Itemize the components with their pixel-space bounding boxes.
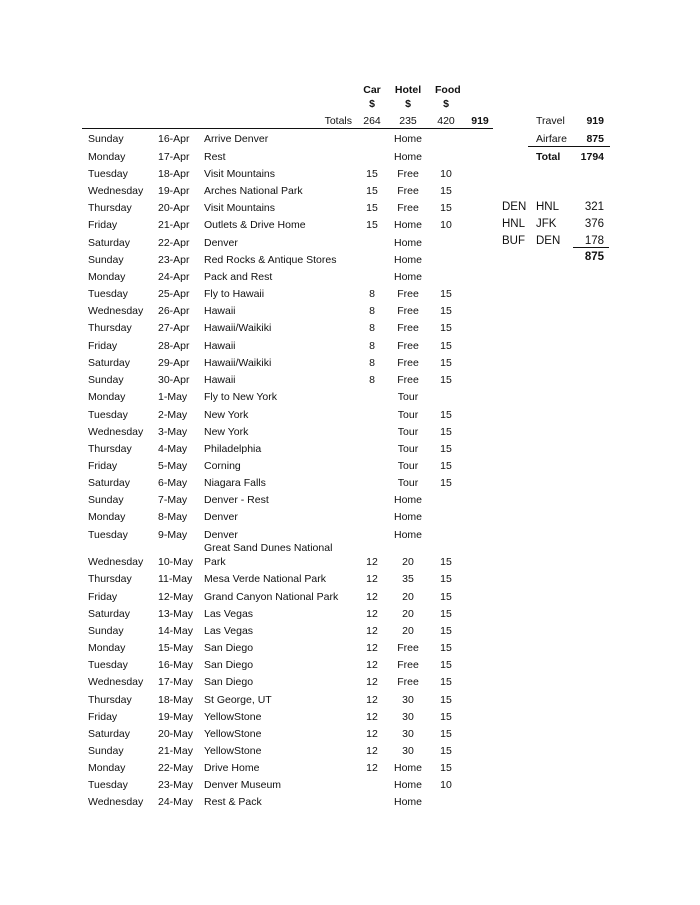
table-row bbox=[0, 288, 700, 305]
table-row bbox=[0, 591, 700, 608]
cell-activity: Denver bbox=[204, 237, 238, 249]
table-row bbox=[0, 271, 700, 288]
cell-date: 10-May bbox=[158, 556, 194, 568]
cell-day: Thursday bbox=[88, 443, 132, 455]
cell-hotel: Free bbox=[397, 168, 419, 180]
cell-activity: Fly to New York bbox=[204, 391, 277, 403]
cell-day: Monday bbox=[88, 391, 126, 403]
cell-hotel: 30 bbox=[402, 728, 414, 740]
cell-date: 11-May bbox=[158, 573, 193, 585]
cell-car: 15 bbox=[366, 185, 378, 197]
travel-value: 919 bbox=[586, 115, 604, 127]
cell-hotel: Tour bbox=[397, 391, 419, 403]
cell-activity: Mesa Verde National Park bbox=[204, 573, 326, 585]
cell-day: Friday bbox=[88, 340, 118, 352]
hotel-currency: $ bbox=[405, 98, 411, 110]
travel-label: Travel bbox=[536, 115, 565, 127]
table-row bbox=[0, 426, 700, 443]
cell-date: 2-May bbox=[158, 409, 188, 421]
cell-activity: San Diego bbox=[204, 659, 254, 671]
cell-hotel: 20 bbox=[402, 608, 414, 620]
table-row bbox=[0, 374, 700, 391]
cell-day: Wednesday bbox=[88, 676, 144, 688]
cell-day: Monday bbox=[88, 151, 126, 163]
food-total: 420 bbox=[437, 115, 455, 127]
table-row bbox=[0, 409, 700, 426]
cell-car: 12 bbox=[366, 676, 378, 688]
cell-day: Thursday bbox=[88, 322, 132, 334]
cell-food: 15 bbox=[440, 625, 452, 637]
cell-date: 15-May bbox=[158, 642, 194, 654]
cell-hotel: Tour bbox=[397, 426, 419, 438]
cell-activity: Hawaii/Waikiki bbox=[204, 322, 272, 334]
cell-car: 8 bbox=[369, 288, 375, 300]
cell-hotel: Free bbox=[397, 642, 419, 654]
cell-hotel: Free bbox=[397, 676, 419, 688]
cell-hotel: Free bbox=[397, 322, 419, 334]
cell-date: 1-May bbox=[158, 391, 188, 403]
cell-hotel: Free bbox=[397, 288, 419, 300]
cell-activity: Las Vegas bbox=[204, 625, 254, 637]
cell-hotel: Home bbox=[393, 271, 422, 283]
table-row bbox=[0, 151, 700, 168]
cell-date: 12-May bbox=[158, 591, 194, 603]
cell-day: Sunday bbox=[88, 745, 124, 757]
car-currency: $ bbox=[369, 98, 375, 110]
totals-label: Totals bbox=[324, 115, 352, 127]
cell-food: 15 bbox=[440, 305, 452, 317]
cell-date: 24-Apr bbox=[158, 271, 190, 283]
cell-hotel: Home bbox=[393, 237, 422, 249]
cell-day: Wednesday bbox=[88, 185, 144, 197]
cell-activity: New York bbox=[204, 409, 249, 421]
cell-activity: Hawaii bbox=[204, 305, 236, 317]
cell-date: 18-May bbox=[158, 694, 194, 706]
cell-hotel: Free bbox=[397, 374, 419, 386]
table-row bbox=[0, 254, 700, 271]
cell-activity: Niagara Falls bbox=[204, 477, 266, 489]
cell-day: Monday bbox=[88, 762, 126, 774]
cell-date: 14-May bbox=[158, 625, 194, 637]
cell-activity: Philadelphia bbox=[204, 443, 262, 455]
cell-car: 12 bbox=[366, 694, 378, 706]
cell-day: Thursday bbox=[88, 573, 132, 585]
cell-hotel: Free bbox=[397, 305, 419, 317]
cell-food: 15 bbox=[440, 728, 452, 740]
cell-hotel: Tour bbox=[397, 443, 419, 455]
cell-date: 22-Apr bbox=[158, 237, 190, 249]
cell-hotel: 20 bbox=[402, 625, 414, 637]
cell-activity: Visit Mountains bbox=[204, 202, 276, 214]
table-row bbox=[0, 168, 700, 185]
cell-hotel: Home bbox=[393, 529, 422, 541]
cell-activity: San Diego bbox=[204, 642, 254, 654]
cell-day: Friday bbox=[88, 460, 118, 472]
cell-day: Thursday bbox=[88, 202, 132, 214]
cell-hotel: Home bbox=[393, 511, 422, 523]
flight-2-from: HNL bbox=[502, 218, 526, 230]
cell-date: 3-May bbox=[158, 426, 188, 438]
cell-day: Sunday bbox=[88, 494, 124, 506]
cell-car: 15 bbox=[366, 219, 378, 231]
table-row bbox=[0, 443, 700, 460]
table-row bbox=[0, 322, 700, 339]
table-row bbox=[0, 133, 700, 150]
cell-hotel: 30 bbox=[402, 745, 414, 757]
cell-car: 8 bbox=[369, 322, 375, 334]
table-row bbox=[0, 694, 700, 711]
cell-food: 15 bbox=[440, 556, 452, 568]
cell-date: 16-Apr bbox=[158, 133, 190, 145]
cell-activity: Las Vegas bbox=[204, 608, 254, 620]
table-row bbox=[0, 625, 700, 642]
cell-activity: YellowStone bbox=[204, 745, 262, 757]
cell-day: Sunday bbox=[88, 254, 124, 266]
table-row bbox=[0, 305, 700, 322]
table-row bbox=[0, 494, 700, 511]
cell-date: 25-Apr bbox=[158, 288, 190, 300]
cell-activity: Park bbox=[204, 556, 226, 568]
cell-car: 12 bbox=[366, 556, 378, 568]
cell-activity: Rest & Pack bbox=[204, 796, 262, 808]
cell-day: Sunday bbox=[88, 374, 124, 386]
flight-3-cost: 178 bbox=[584, 235, 604, 247]
cell-day: Friday bbox=[88, 219, 118, 231]
table-row bbox=[0, 542, 700, 573]
cell-hotel: 35 bbox=[402, 573, 414, 585]
cell-hotel: Tour bbox=[397, 409, 419, 421]
table-row bbox=[0, 357, 700, 374]
table-row bbox=[0, 185, 700, 202]
cell-car: 8 bbox=[369, 305, 375, 317]
cell-food: 15 bbox=[440, 374, 452, 386]
cell-activity: New York bbox=[204, 426, 249, 438]
cell-day: Wednesday bbox=[88, 426, 144, 438]
cell-date: 20-May bbox=[158, 728, 194, 740]
cell-hotel: 30 bbox=[402, 694, 414, 706]
table-row bbox=[0, 477, 700, 494]
flight-3-to: DEN bbox=[536, 235, 561, 247]
cell-hotel: Home bbox=[393, 151, 422, 163]
table-row bbox=[0, 711, 700, 728]
cell-day: Saturday bbox=[88, 357, 131, 369]
cell-hotel: Home bbox=[393, 796, 422, 808]
cell-food: 15 bbox=[440, 443, 452, 455]
cell-activity: Red Rocks & Antique Stores bbox=[204, 254, 337, 266]
cell-hotel: Tour bbox=[397, 460, 419, 472]
table-row bbox=[0, 237, 700, 254]
total-label: Total bbox=[536, 151, 561, 163]
cell-activity: Denver bbox=[204, 529, 238, 541]
cell-day: Monday bbox=[88, 271, 126, 283]
table-row bbox=[0, 573, 700, 590]
cell-activity: YellowStone bbox=[204, 711, 262, 723]
table-row bbox=[0, 202, 700, 219]
cell-date: 29-Apr bbox=[158, 357, 190, 369]
cell-food: 15 bbox=[440, 659, 452, 671]
cell-date: 19-Apr bbox=[158, 185, 190, 197]
cell-hotel: Home bbox=[393, 254, 422, 266]
car-header: Car bbox=[363, 84, 381, 96]
cell-date: 24-May bbox=[158, 796, 194, 808]
cell-hotel: Home bbox=[393, 494, 422, 506]
cell-date: 9-May bbox=[158, 529, 188, 541]
table-row bbox=[0, 659, 700, 676]
cell-date: 21-May bbox=[158, 745, 194, 757]
flight-2-to: JFK bbox=[536, 218, 557, 230]
cell-date: 21-Apr bbox=[158, 219, 190, 231]
hotel-total: 235 bbox=[399, 115, 417, 127]
cell-date: 7-May bbox=[158, 494, 188, 506]
cell-day: Wednesday bbox=[88, 796, 144, 808]
cell-car: 12 bbox=[366, 745, 378, 757]
cell-activity: Arches National Park bbox=[204, 185, 303, 197]
cell-car: 8 bbox=[369, 340, 375, 352]
cell-day: Monday bbox=[88, 511, 126, 523]
cell-day: Wednesday bbox=[88, 556, 144, 568]
cell-hotel: Home bbox=[393, 762, 422, 774]
cell-day: Monday bbox=[88, 642, 126, 654]
header-divider bbox=[82, 128, 493, 129]
cell-car: 12 bbox=[366, 762, 378, 774]
cell-activity: Arrive Denver bbox=[204, 133, 269, 145]
cell-food: 10 bbox=[440, 168, 452, 180]
flight-1-to: HNL bbox=[536, 201, 560, 213]
cell-day: Tuesday bbox=[88, 779, 128, 791]
cell-date: 13-May bbox=[158, 608, 194, 620]
cell-activity: Drive Home bbox=[204, 762, 260, 774]
table-row bbox=[0, 608, 700, 625]
table-row bbox=[0, 219, 700, 236]
cell-food: 15 bbox=[440, 426, 452, 438]
flights-total: 875 bbox=[584, 251, 604, 263]
cell-day: Tuesday bbox=[88, 659, 128, 671]
table-row bbox=[0, 340, 700, 357]
cell-date: 18-Apr bbox=[158, 168, 190, 180]
cell-date: 28-Apr bbox=[158, 340, 190, 352]
cell-date: 4-May bbox=[158, 443, 188, 455]
cell-date: 23-May bbox=[158, 779, 194, 791]
cell-activity: St George, UT bbox=[204, 694, 272, 706]
cell-activity: Hawaii bbox=[204, 374, 236, 386]
cell-activity: YellowStone bbox=[204, 728, 262, 740]
table-row bbox=[0, 511, 700, 528]
cell-date: 17-Apr bbox=[158, 151, 190, 163]
cell-food: 10 bbox=[440, 779, 452, 791]
cell-car: 8 bbox=[369, 374, 375, 386]
cell-activity: Pack and Rest bbox=[204, 271, 273, 283]
table-row bbox=[0, 745, 700, 762]
cell-food: 15 bbox=[440, 573, 452, 585]
cell-hotel: Free bbox=[397, 185, 419, 197]
cell-car: 15 bbox=[366, 168, 378, 180]
cell-hotel: Free bbox=[397, 340, 419, 352]
cell-hotel: 20 bbox=[402, 556, 414, 568]
cell-activity: Fly to Hawaii bbox=[204, 288, 265, 300]
cell-day: Friday bbox=[88, 591, 118, 603]
car-total: 264 bbox=[363, 115, 381, 127]
cell-date: 16-May bbox=[158, 659, 194, 671]
cell-food: 15 bbox=[440, 460, 452, 472]
cell-activity: San Diego bbox=[204, 676, 254, 688]
grand-total: 919 bbox=[471, 115, 489, 127]
cell-day: Wednesday bbox=[88, 305, 144, 317]
cell-car: 12 bbox=[366, 659, 378, 671]
cell-hotel: Free bbox=[397, 357, 419, 369]
airfare-value: 875 bbox=[586, 133, 604, 145]
cell-date: 8-May bbox=[158, 511, 188, 523]
table-row bbox=[0, 762, 700, 779]
cell-car: 12 bbox=[366, 728, 378, 740]
cell-activity: Rest bbox=[204, 151, 226, 163]
table-row bbox=[0, 796, 700, 813]
total-value: 1794 bbox=[580, 151, 604, 163]
table-row bbox=[0, 779, 700, 796]
cell-date: 19-May bbox=[158, 711, 194, 723]
table-row bbox=[0, 529, 700, 546]
cell-food: 15 bbox=[440, 340, 452, 352]
cell-food: 15 bbox=[440, 322, 452, 334]
cell-food: 15 bbox=[440, 745, 452, 757]
table-row bbox=[0, 460, 700, 477]
cell-day: Sunday bbox=[88, 625, 124, 637]
flight-3-from: BUF bbox=[502, 235, 525, 247]
cell-activity: Hawaii bbox=[204, 340, 236, 352]
cell-date: 22-May bbox=[158, 762, 194, 774]
cell-hotel: Home bbox=[393, 133, 422, 145]
cell-date: 5-May bbox=[158, 460, 188, 472]
cell-food: 15 bbox=[440, 202, 452, 214]
table-row bbox=[0, 728, 700, 745]
cell-food: 15 bbox=[440, 477, 452, 489]
flight-2-cost: 376 bbox=[584, 218, 604, 230]
cell-food: 15 bbox=[440, 676, 452, 688]
cell-food: 15 bbox=[440, 357, 452, 369]
cell-date: 20-Apr bbox=[158, 202, 190, 214]
cell-day: Thursday bbox=[88, 694, 132, 706]
cell-activity: Corning bbox=[204, 460, 241, 472]
hotel-header: Hotel bbox=[394, 84, 422, 96]
cell-day: Tuesday bbox=[88, 409, 128, 421]
cell-hotel: Free bbox=[397, 659, 419, 671]
flight-1-cost: 321 bbox=[584, 201, 604, 213]
cell-car: 8 bbox=[369, 357, 375, 369]
cell-car: 12 bbox=[366, 625, 378, 637]
table-row bbox=[0, 642, 700, 659]
table-row bbox=[0, 391, 700, 408]
cell-food: 15 bbox=[440, 409, 452, 421]
cell-car: 15 bbox=[366, 202, 378, 214]
cell-car: 12 bbox=[366, 711, 378, 723]
cell-car: 12 bbox=[366, 591, 378, 603]
cell-date: 30-Apr bbox=[158, 374, 190, 386]
cell-day: Tuesday bbox=[88, 168, 128, 180]
cell-food: 15 bbox=[440, 591, 452, 603]
cell-food: 15 bbox=[440, 642, 452, 654]
cell-hotel: 30 bbox=[402, 711, 414, 723]
cell-food: 15 bbox=[440, 608, 452, 620]
table-row bbox=[0, 676, 700, 693]
cell-activity: Grand Canyon National Park bbox=[204, 591, 339, 603]
cell-day: Tuesday bbox=[88, 529, 128, 541]
cell-activity: Denver bbox=[204, 511, 238, 523]
cell-day: Saturday bbox=[88, 477, 131, 489]
cell-date: 27-Apr bbox=[158, 322, 190, 334]
cell-car: 12 bbox=[366, 608, 378, 620]
cell-food: 15 bbox=[440, 762, 452, 774]
cell-car: 12 bbox=[366, 573, 378, 585]
cell-date: 6-May bbox=[158, 477, 188, 489]
airfare-label: Airfare bbox=[536, 133, 567, 145]
cell-hotel: Free bbox=[397, 202, 419, 214]
cell-hotel: Home bbox=[393, 219, 422, 231]
cell-activity: Hawaii/Waikiki bbox=[204, 357, 272, 369]
cell-day: Saturday bbox=[88, 608, 131, 620]
food-header: Food bbox=[435, 84, 461, 96]
cell-activity: Denver Museum bbox=[204, 779, 282, 791]
cell-food: 10 bbox=[440, 219, 452, 231]
cell-activity: Visit Mountains bbox=[204, 168, 276, 180]
cell-car: 12 bbox=[366, 642, 378, 654]
cell-food: 15 bbox=[440, 288, 452, 300]
cell-day: Saturday bbox=[88, 728, 131, 740]
cell-food: 15 bbox=[440, 711, 452, 723]
cell-activity: Denver - Rest bbox=[204, 494, 269, 506]
cell-date: 26-Apr bbox=[158, 305, 190, 317]
cell-activity-line1: Great Sand Dunes National bbox=[204, 542, 333, 554]
cell-day: Friday bbox=[88, 711, 118, 723]
cell-date: 23-Apr bbox=[158, 254, 190, 266]
cell-hotel: Tour bbox=[397, 477, 419, 489]
flight-1-from: DEN bbox=[502, 201, 527, 213]
cell-food: 15 bbox=[440, 694, 452, 706]
cell-date: 17-May bbox=[158, 676, 194, 688]
food-currency: $ bbox=[443, 98, 449, 110]
cell-activity: Outlets & Drive Home bbox=[204, 219, 306, 231]
cell-day: Tuesday bbox=[88, 288, 128, 300]
cell-hotel: 20 bbox=[402, 591, 414, 603]
cell-food: 15 bbox=[440, 185, 452, 197]
cell-day: Saturday bbox=[88, 237, 131, 249]
cell-hotel: Home bbox=[393, 779, 422, 791]
cell-day: Sunday bbox=[88, 133, 124, 145]
